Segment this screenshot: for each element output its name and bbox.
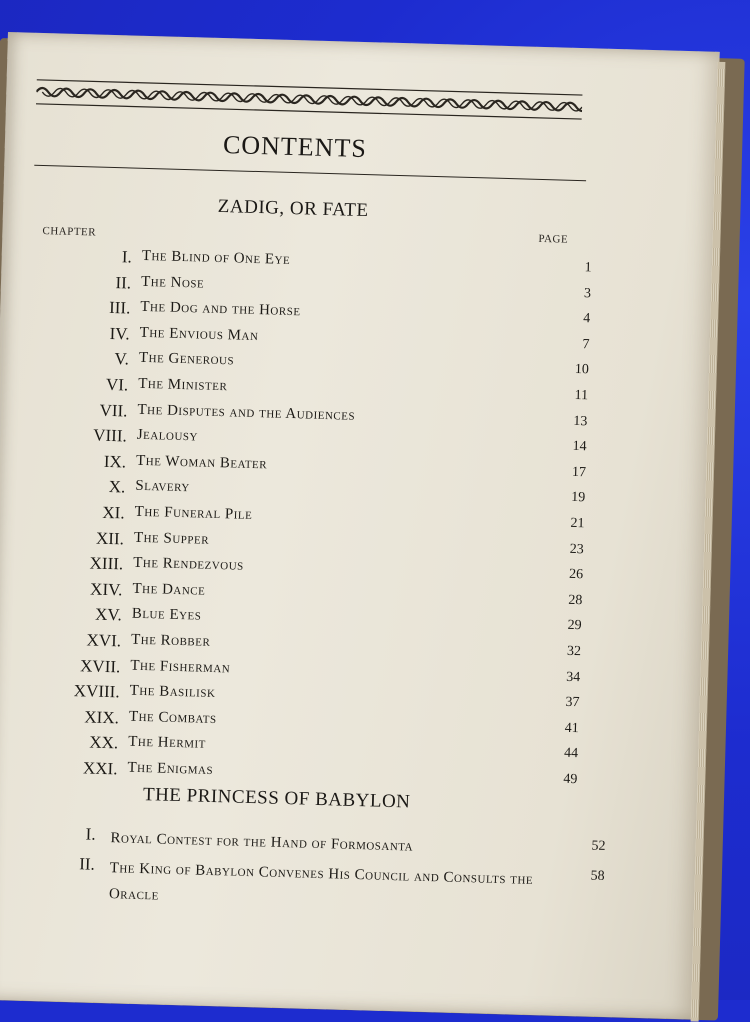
chapter-number: XIV.	[89, 579, 123, 600]
chapter-title: The Woman Beater	[135, 452, 268, 473]
chapter-title: Slavery	[135, 478, 191, 496]
chapter-page-number: 28	[568, 592, 583, 609]
chapter-title: The Envious Man	[139, 324, 259, 344]
chapter-page-number: 41	[564, 720, 579, 737]
chapter-title: The King of Babylon Convenes His Council and Consults the Oracle	[108, 860, 534, 904]
chapter-page-number: 19	[571, 490, 586, 506]
chapter-page-number: 49	[563, 771, 578, 788]
chapter-page-number: 7	[582, 336, 590, 353]
chapter-title: The Basilisk	[129, 682, 216, 702]
chapter-page-number: 10	[574, 362, 589, 378]
zadig-section-title: ZADIG, OR FATE	[217, 195, 369, 222]
chapter-page-number: 23	[569, 541, 584, 557]
chapter-page-number: 37	[565, 695, 580, 711]
chapter-number: II.	[115, 272, 132, 293]
chapter-title: The Supper	[133, 529, 210, 548]
chapter-number: XVII.	[79, 655, 121, 676]
chapter-page-number: 58	[590, 868, 605, 884]
chapter-page-number: 1	[584, 260, 592, 276]
chapter-row	[16, 823, 606, 855]
chapter-number: III.	[108, 298, 131, 318]
chapter-title: Blue Eyes	[131, 606, 202, 625]
chapter-page-number: 17	[571, 464, 587, 481]
chapter-page-number: 44	[563, 746, 579, 762]
chapter-number: IX.	[103, 451, 127, 472]
chapter-number: XV.	[94, 605, 123, 625]
chapter-title: The Generous	[138, 350, 235, 369]
chapter-title: The Rendezvous	[133, 554, 244, 574]
book-page	[0, 32, 720, 1020]
chapter-page-number: 32	[566, 643, 582, 660]
chapter-title: The Enigmas	[127, 759, 214, 779]
contents-heading: CONTENTS	[222, 130, 368, 164]
chapter-title: The Disputes and the Audiences	[137, 401, 356, 424]
chapter-number: XVIII.	[73, 681, 120, 702]
chapter-page-number: 34	[566, 669, 581, 685]
chapter-page-number: 21	[570, 515, 585, 532]
chapter-page-number: 29	[567, 618, 582, 634]
chapter-page-number: 3	[583, 285, 592, 301]
chapter-title: Royal Contest for the Hand of Formosanta	[110, 830, 414, 855]
chapter-title: The Hermit	[127, 734, 207, 753]
chapter-number: VII.	[99, 400, 128, 421]
chapter-number: XXI.	[82, 758, 118, 779]
chapter-title: The Dance	[132, 580, 206, 599]
chapter-page-number: 11	[574, 387, 589, 404]
chapter-page-number: 14	[572, 439, 587, 455]
chapter-number: XVI.	[86, 630, 122, 651]
chapter-number: X.	[108, 477, 126, 497]
chapter-title: The Combats	[128, 708, 217, 727]
chapter-number: II.	[78, 854, 96, 874]
chapter-page-number: 13	[573, 413, 588, 429]
chapter-title: The Robber	[130, 631, 211, 650]
chapter-number: XI.	[102, 502, 125, 523]
chapter-title: The Blind of One Eye	[141, 247, 291, 268]
babylon-section-title: THE PRINCESS OF BABYLON	[142, 784, 411, 813]
chapter-title: The Fisherman	[130, 657, 231, 677]
chapter-number: XIX.	[84, 707, 120, 728]
chapter-number: XX.	[89, 732, 119, 753]
chapter-number: I.	[85, 824, 96, 844]
chapter-column-label: CHAPTER	[42, 225, 97, 239]
page-column-label: PAGE	[538, 232, 569, 246]
chapter-title: The Dog and the Horse	[140, 298, 301, 320]
chapter-page-number: 26	[568, 567, 584, 583]
chapter-number: XII.	[95, 528, 125, 549]
chapter-number: VI.	[105, 374, 129, 395]
chapter-number: XIII.	[89, 553, 124, 574]
chapter-page-number: 52	[591, 838, 606, 854]
chapter-number: IV.	[109, 323, 130, 344]
chapter-title: Jealousy	[136, 426, 199, 445]
chapter-title: The Funeral Pile	[134, 503, 253, 524]
ornament-border-icon	[36, 77, 583, 122]
chapter-page-number: 4	[583, 311, 591, 327]
chapter-number: VIII.	[92, 425, 128, 446]
chapter-title: The Minister	[138, 375, 228, 395]
chapter-number: V.	[114, 349, 130, 369]
chapter-number: I.	[121, 247, 133, 267]
chapter-title: The Nose	[140, 273, 205, 292]
